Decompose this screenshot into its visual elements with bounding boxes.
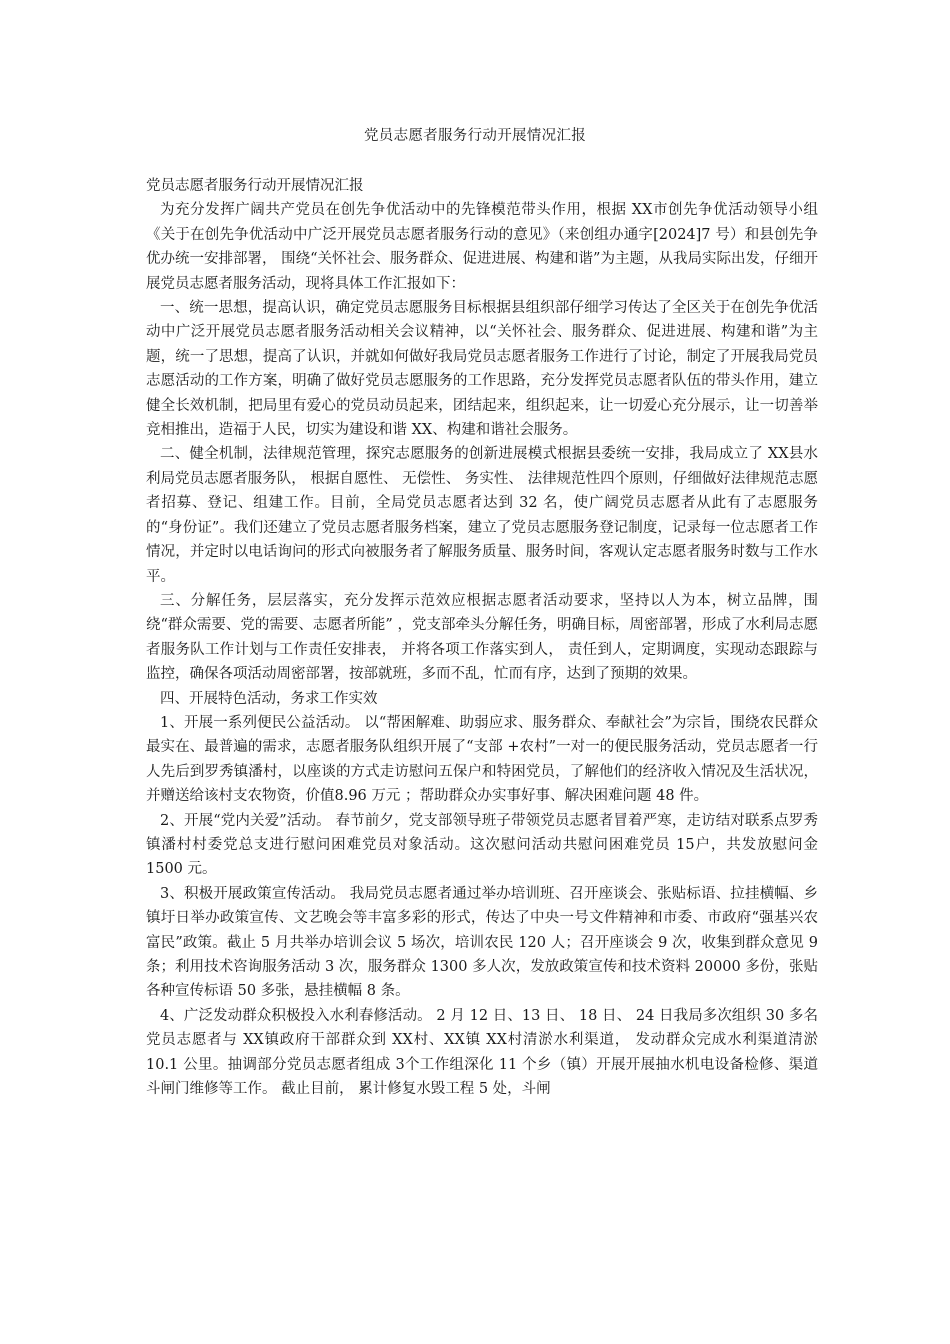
document-subtitle: 党员志愿者服务行动开展情况汇报 [146, 178, 364, 194]
section-4-heading: 四、开展特色活动，务求工作实效 [160, 690, 378, 707]
activity-1-paragraph: 1、开展一系列便民公益活动。 以“帮困解难、助弱应求、服务群众、奉献社会”为宗旨，围绕农民群众最实在、最普遍的需求，志愿者服务队组织开展了“支部 +农村”一对一的便民服务活动，党员志愿者一行人先后到罗秀镇潘村，以座谈的方式走访慰问五保户和特困党员，了解他们的经济收入情况及生活状况，并赠送给该村支农物资，价值8.96 万元 ；帮助群众办实事好事、解决困难问题 48 件。 [146, 714, 818, 805]
document-title: 党员志愿者服务行动开展情况汇报 [364, 128, 586, 144]
intro-paragraph: 为充分发挥广阔共产党员在创先争优活动中的先锋模范带头作用，根据 XX市创先争优活动领导小组《关于在创先争优活动中广泛开展党员志愿者服务行动的意见》（来创组办通字[2024]7 号）和县创先争优办统一安排部署， 围绕“关怀社会、服务群众、促进进展、构建和谐”为主题，从我局实际出发，仔细开展党员志愿者服务活动，现将具体工作汇报如下： [146, 202, 818, 292]
activity-3-paragraph: 3、积极开展政策宣传活动。 我局党员志愿者通过举办培训班、召开座谈会、张贴标语、拉挂横幅、乡镇圩日举办政策宣传、文艺晚会等丰富多彩的形式，传达了中央一号文件精神和市委、市政府“强基兴农富民”政策。截止 5 月共举办培训会议 5 场次，培训农民 120 人；召开座谈会 9 次，收集到群众意见 9 条；利用技术咨询服务活动 3 次，服务群众 1300 多人次，发放政策宣传和技术资料 20000 多份，张贴各种宣传标语 50 多张，悬挂横幅 8 条。 [146, 885, 818, 1000]
section-3-paragraph: 三、分解任务，层层落实，充分发挥示范效应根据志愿者活动要求，坚持以人为本，树立品牌，围绕“群众需要、党的需要、志愿者所能” ，党支部牵头分解任务，明确目标，周密部署，形成了水利局志愿者服务队工作计划与工作责任安排表， 并将各项工作落实到人， 责任到人，定期调度，实现动态跟踪与监控，确保各项活动周密部署，按部就班，多而不乱，忙而有序，达到了预期的效果。 [146, 592, 818, 683]
section-1-paragraph: 一、统一思想，提高认识，确定党员志愿服务目标根据县组织部仔细学习传达了全区关于在创先争优活动中广泛开展党员志愿者服务活动相关会议精神，以“关怀社会、服务群众、促进进展、构建和谐”为主题，统一了思想，提高了认识，并就如何做好我局党员志愿者服务工作进行了讨论，制定了开展我局党员志愿活动的工作方案，明确了做好党员志愿服务的工作思路，充分发挥党员志愿者队伍的带头作用，建立健全长效机制，把局里有爱心的党员动员起来，团结起来，组织起来，让一切爱心充分展示，让一切善举竞相推出，造福于人民，切实为建设和谐 XX、构建和谐社会服务。 [146, 300, 818, 439]
section-2-paragraph: 二、健全机制，法律规范管理，探究志愿服务的创新进展模式根据县委统一安排，我局成立了 XX县水利局党员志愿者服务队， 根据自愿性、 无偿性、 务实性、 法律规范性四个原则，仔细做好法律规范志愿者招募、登记、组建工作。目前，全局党员志愿者达到 32 名，使广阔党员志愿者从此有了志愿服务的“身份证”。我们还建立了党员志愿者服务档案，建立了党员志愿服务登记制度，记录每一位志愿者工作情况，并定时以电话询问的形式向被服务者了解服务质量、服务时间，客观认定志愿者服务时数与工作水平。 [146, 446, 818, 585]
document-body [146, 174, 818, 1101]
activity-2-paragraph: 2、开展“党内关爱”活动。 春节前夕，党支部领导班子带领党员志愿者冒着严寒，走访结对联系点罗秀镇潘村村委党总支进行慰问困难党员对象活动。这次慰问活动共慰问困难党员 15户，共发放慰问金 1500 元。 [146, 812, 818, 878]
activity-4-paragraph: 4、广泛发动群众积极投入水利春修活动。 2 月 12 日、13 日、 18 日、 24 日我局多次组织 30 多名党员志愿者与 XX镇政府干部群众到 XX村、XX镇 XX村清淤水利渠道， 发动群众完成水利渠道清淤 10.1 公里。抽调部分党员志愿者组成 3个工作组深化 11 个乡（镇）开展开展抽水机电设备检修、渠道斗闸门维修等工作。 截止目前， 累计修复水毁工程 5 处，斗闸 [146, 1007, 818, 1098]
